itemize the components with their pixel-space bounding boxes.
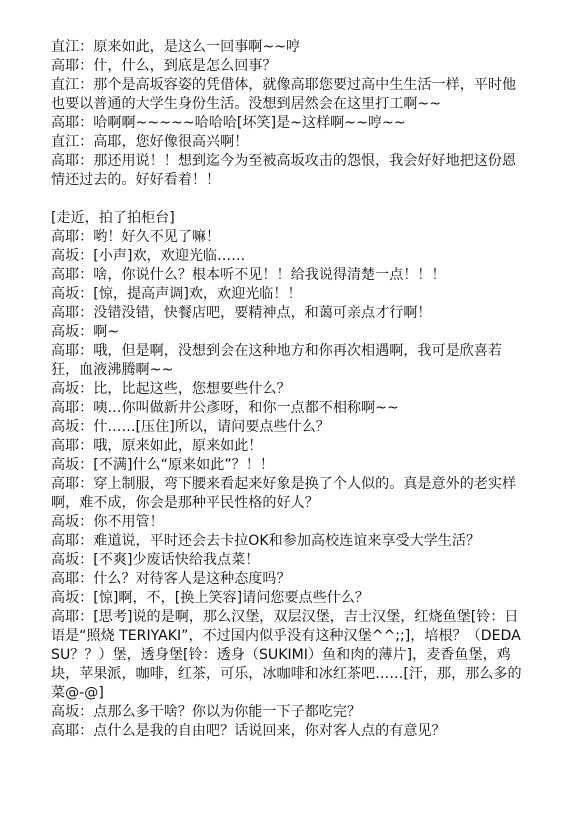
dialogue-line: 高耶：没错没错，快餐店吧，要精神点，和蔼可亲点才行啊！ — [51, 305, 432, 321]
dialogue-line: 直江：原来如此，是这么一回事啊~~哼 — [51, 39, 301, 55]
dialogue-line: 高坂：啊~ — [51, 324, 120, 340]
dialogue-line: 高坂：[不满]什么“原来如此”？！！ — [51, 457, 274, 473]
dialogue-line: 高耶：哈啊啊~~~~~哈哈哈[坏笑]是~这样啊~~哼~~ — [51, 115, 406, 131]
dialogue-line: 直江：那个是高坂容姿的凭借体，就像高耶您要过高中生生活一样，平时他也要以普通的大学生身份生活。没想到居然会在这里打工啊~~ — [51, 77, 517, 112]
dialogue-line: 高坂：[惊]啊，不，[换上笑容]请问您要点些什么？ — [51, 590, 369, 606]
dialogue-line: 高耶：难道说，平时还会去卡拉OK和参加高校连谊来享受大学生活？ — [51, 533, 481, 549]
dialogue-line: 高耶：哦，但是啊，没想到会在这种地方和你再次相遇啊，我可是欣喜若狂，血液沸腾啊~~ — [51, 343, 502, 378]
dialogue-line: 高耶：点什么是我的自由吧？话说回来，你对客人点的有意见？ — [51, 723, 446, 739]
dialogue-line: 高坂：[惊，提高声调]欢，欢迎光临！！ — [51, 286, 302, 302]
dialogue-line: 高耶：什，什么，到底是怎么回事？ — [51, 58, 277, 74]
dialogue-line: 高坂：点那么多干啥？你以为你能一下子都吃完？ — [51, 704, 362, 720]
dialogue-line: 高耶：[思考]说的是啊，那么汉堡，双层汉堡，吉士汉堡，红烧鱼堡[铃：日语是“照烧 TERIYAKI”，不过国内似乎没有这种汉堡^^;;]，培根？（DEDASU？？）堡，透身堡[铃：透身（SUKIMI）鱼和肉的薄片]，麦香鱼堡，鸡块，苹果派，咖啡，红茶，可乐，冰咖啡和冰红茶吧……[汗，那，那么多的菜@-@] — [51, 609, 522, 701]
dialogue-line: 直江：高耶，您好像很高兴啊！ — [51, 134, 249, 150]
dialogue-line: 高耶：啥，你说什么？根本听不见！！给我说得清楚一点！！！ — [51, 267, 446, 283]
dialogue-line: 高坂：[不爽]少废话快给我点菜！ — [51, 552, 260, 568]
dialogue-line: 高耶：什么？对待客人是这种态度吗？ — [51, 571, 291, 587]
dialogue-line: 高耶：哟！好久不见了嘛！ — [51, 229, 221, 245]
stage-direction: [走近，拍了拍柜台] — [51, 210, 175, 226]
dialogue-line: 高坂：什……[压住]所以，请问要点些什么？ — [51, 419, 330, 435]
dialogue-line: 高耶：哦，原来如此，原来如此！ — [51, 438, 263, 454]
dialogue-line: 高耶：穿上制服，弯下腰来看起来好象是换了个人似的。真是意外的老实样啊，难不成，你会是那种平民性格的好人？ — [51, 476, 517, 511]
dialogue-line: 高坂：比，比起这些，您想要些什么？ — [51, 381, 291, 397]
dialogue-line: 高坂：你不用管！ — [51, 514, 164, 530]
dialogue-line: 高耶：那还用说！！想到迄今为至被高坂攻击的怨恨，我会好好地把这份恩情还过去的。好好看着！！ — [51, 153, 517, 188]
blank-line — [51, 190, 527, 209]
dialogue-line: 高坂：[小声]欢，欢迎光临…… — [51, 248, 246, 264]
dialogue-line: 高耶：咦…你叫做新井公彥呀，和你一点都不相称啊~~ — [51, 400, 399, 416]
